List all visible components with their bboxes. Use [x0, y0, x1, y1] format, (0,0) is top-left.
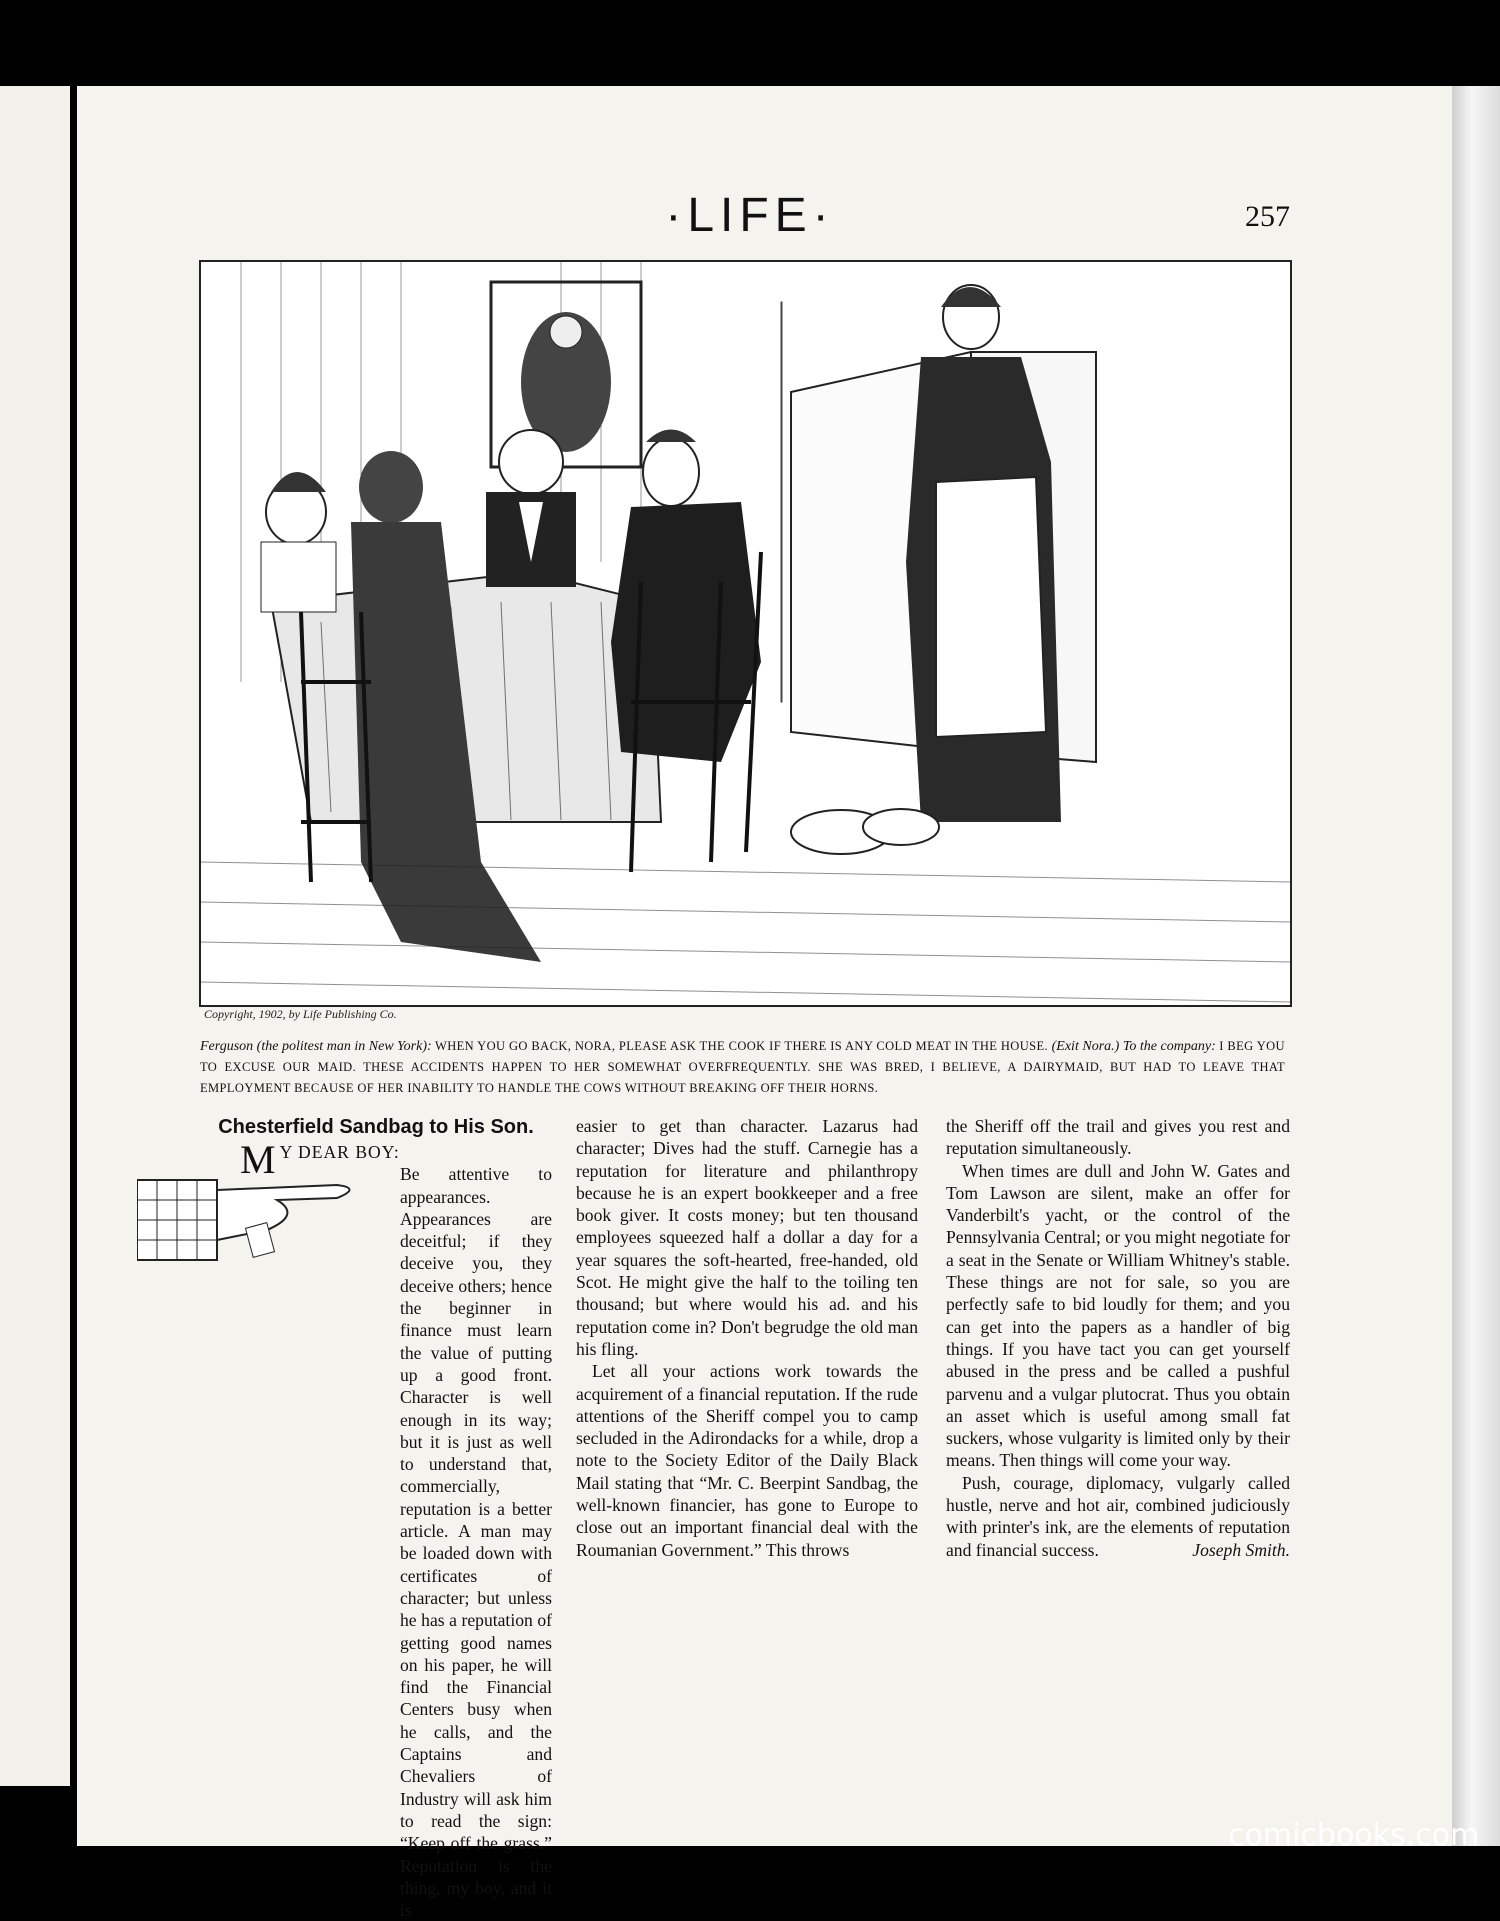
caption-speaker: Ferguson (the politest man in New York):	[200, 1039, 432, 1054]
page-number: 257	[1245, 200, 1290, 233]
caption-exit: (Exit Nora.)	[1051, 1039, 1120, 1054]
article-column-1	[200, 1115, 552, 1921]
article-column-2	[576, 1115, 918, 1561]
article-title: Chesterfield Sandbag to His Son.	[218, 1116, 534, 1138]
salutation: Y DEAR BOY:	[279, 1142, 400, 1162]
article-text-col3-p3: Push, courage, diplomacy, vulgarly called hustle, nerve and hot air, combined judiciously with printer's ink, are the elements of reputation and financial success. Joseph Smith.	[946, 1472, 1290, 1560]
article-text-col3-p1: the Sheriff off the trail and gives you rest and reputation simultaneously.	[946, 1116, 1290, 1159]
masthead-title: ·LIFE·	[665, 189, 835, 242]
caption-to-company: To the company:	[1122, 1039, 1216, 1054]
page-edge-shadow	[1452, 86, 1500, 1846]
article-column-3	[946, 1115, 1290, 1561]
caption-line-2: I BEG YOU TO EXCUSE OUR MAID. THESE ACCIDENTS HAPPEN TO HER SOMEWHAT OVERFREQUENTLY. SHE WAS BRED, I BELIEVE, A DAIRYMAID, BUT HAD TO LEAVE THAT EMPLOYMENT BECAUSE OF HER INABILITY TO HANDLE THE COWS WITHOUT BREAKING OFF THEIR HORNS.	[200, 1039, 1285, 1095]
facing-page-edge	[0, 86, 70, 1786]
caption-line-1: WHEN YOU GO BACK, NORA, PLEASE ASK THE COOK IF THERE IS ANY COLD MEAT IN THE HOUSE.	[435, 1039, 1049, 1053]
article-columns	[200, 1115, 1290, 1921]
article-text-col3-p2: When times are dull and John W. Gates and Tom Lawson are silent, make an offer for Vanderbilt's yacht, or the control of the Pennsylvania Central; or you might negotiate for a seat in the Senate or William Whitney's stable. These things are not for sale, so you are perfectly safe to bid loudly for them; and you can get into the papers as a handler of big things. If you have tact you can get yourself abused in the press and be called a pushful parvenu and a vulgar plutocrat. Thus you obtain an asset which is useful among small fat suckers, whose vulgarity is limited only by their means. Then things will come your way.	[946, 1160, 1290, 1471]
illustration-copyright: Copyright, 1902, by Life Publishing Co.	[204, 1007, 397, 1021]
dining-room-illustration	[199, 260, 1292, 1007]
article-text-col2-p2: Let all your actions work towards the acquirement of a financial reputation. If the rude attentions of the Sheriff compel you to camp secluded in the Adirondacks for a while, drop a note to the Society Editor of the Daily Black Mail stating that “Mr. C. Beerpint Sandbag, the well-known financier, has gone to Europe to close out an important financial deal with the Roumanian Government.” This throws	[576, 1361, 918, 1560]
illustration-caption	[200, 1036, 1285, 1099]
drop-cap: M	[240, 1137, 276, 1182]
article-text-col2-p1: easier to get than character. Lazarus had character; Dives had the stuff. Carnegie has a reputation for literature and philanthropy because he is an expert bookkeeper and a free book giver. It costs money; but ten thousand employees squeezed half a dollar a day for a year squares the soft-hearted, free-handed, old Scot. He might give the half to the toiling ten thousand; but where would his ad. and his reputation come in? Don't begrudge the old man his fling.	[576, 1116, 918, 1359]
author-signature: Joseph Smith.	[1192, 1539, 1290, 1560]
article-text-col1: Be attentive to appearances. Appearances are deceitful; if they deceive you, they deceive others; hence the beginner in finance must learn the value of putting up a good front. Character is well enough in its way; but it is just as well to understand that, commercially, reputation is a better article. A man may be loaded down with certificates of character; but unless he has a reputation of getting good names on his paper, he will find the Financial Centers busy when he calls, and the Captains and Chevaliers of Industry will ask him to read the sign: “Keep off the grass.” Reputation is the thing, my boy, and it is	[400, 1164, 552, 1921]
pointing-hand-icon	[137, 1170, 367, 1270]
site-watermark: comicbooks.com	[1228, 1818, 1480, 1853]
